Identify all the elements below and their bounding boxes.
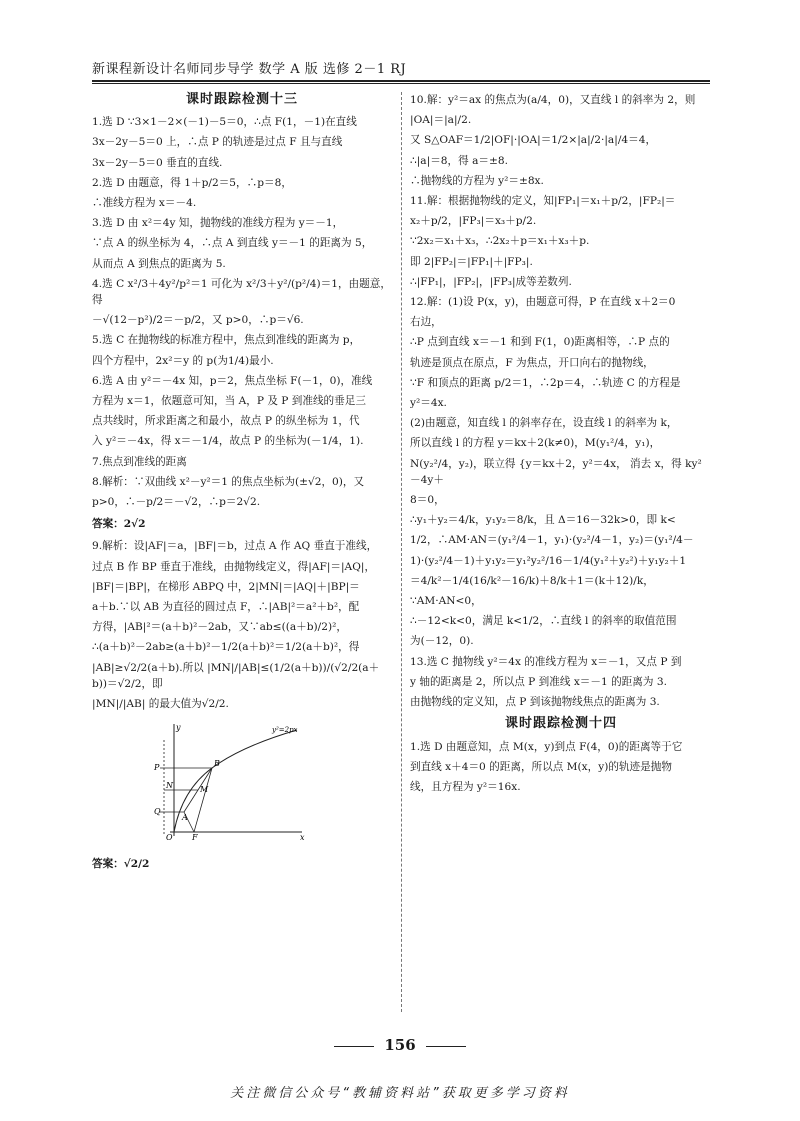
text-line: 到直线 x＋4＝0 的距离，所以点 M(x，y)的轨迹是抛物	[410, 760, 672, 773]
page-number-dash-left	[334, 1046, 374, 1047]
text-line: 由抛物线的定义知，点 P 到该抛物线焦点的距离为 3.	[410, 696, 660, 709]
answer-9: 答案：√2/2	[92, 857, 150, 870]
text-line: 1.选 D 由题意知，点 M(x，y)到点 F(4，0)的距离等于它	[410, 740, 683, 753]
right-paragraphs-14	[410, 739, 712, 796]
line-bf	[194, 768, 212, 832]
text-line: 11.解：根据抛物线的定义，知|FP₁|＝x₁＋p/2，|FP₂|＝	[410, 195, 676, 208]
left-paragraphs	[92, 114, 392, 510]
text-line: ∵2x₂＝x₁＋x₃，∴2x₂＋p＝x₁＋x₃＋p.	[410, 235, 590, 248]
text-line: |OA|＝|a|/2.	[410, 114, 472, 127]
text-line: 从而点 A 到焦点的距离为 5.	[92, 257, 226, 270]
text-line: 入 y²＝－4x，得 x＝－1/4，故点 P 的坐标为(－1/4，1).	[92, 435, 364, 448]
text-line: y 轴的距离是 2，所以点 P 到准线 x＝－1 的距离为 3.	[410, 675, 667, 688]
text-line: 方得，|AB|²＝(a＋b)²－2ab，又∵ab≤((a＋b)/2)²，	[92, 621, 347, 634]
text-line: ∴|FP₁|，|FP₂|，|FP₃|成等差数列.	[410, 275, 572, 288]
label-y: y	[176, 723, 181, 733]
text-line: 右边，	[410, 316, 442, 329]
text-line: a＋b.∵以 AB 为直径的圆过点 F，∴|AB|²＝a²＋b²，配	[92, 601, 360, 614]
text-line: 3x－2y－5＝0 上，∴点 P 的轨迹是过点 F 且与直线	[92, 136, 343, 149]
label-q: Q	[154, 807, 161, 817]
text-line: 9.解析：设|AF|＝a，|BF|＝b，过点 A 作 AQ 垂直于准线，	[92, 540, 378, 553]
parabola-curve	[174, 730, 297, 832]
text-line: －√(12－p²)/2＝－p/2，又 p>0，∴p＝√6.	[92, 314, 304, 327]
text-line: |MN|/|AB| 的最大值为√2/2.	[92, 698, 229, 711]
text-line: ∴y₁＋y₂＝4/k，y₁y₂＝8/k，且 Δ＝16－32k>0，即 k<	[410, 514, 676, 527]
text-line: 四个方程中，2x²＝y 的 p(为1/4)最小.	[92, 354, 274, 367]
label-b: B	[214, 759, 220, 769]
header-rule	[92, 80, 710, 82]
text-line: ∴|a|＝8，得 a＝±8.	[410, 154, 508, 167]
text-line: 8＝0，	[410, 494, 445, 507]
text-line: 4.选 C x²/3＋4y²/p²＝1 可化为 x²/3＋y²/(p²/4)＝1，由题意，得	[92, 277, 391, 307]
label-p: P	[154, 763, 160, 773]
text-line: 方程为 x＝1，依题意可知，当 A，P 及 P 到准线的垂足三	[92, 395, 366, 408]
text-line: 线，且方程为 y²＝16x.	[410, 780, 521, 793]
page-number-dash-right	[426, 1046, 466, 1047]
text-line: 5.选 C 在抛物线的标准方程中，焦点到准线的距离为 p，	[92, 334, 361, 347]
page-number	[0, 1036, 800, 1054]
text-line: 12.解：(1)设 P(x，y)，由题意可得，P 在直线 x＋2＝0	[410, 296, 676, 309]
text-line: 所以直线 l 的方程 y＝kx＋2(k≠0)，M(y₁²/4，y₁)，	[410, 437, 661, 450]
text-line: 6.选 A 由 y²＝－4x 知，p＝2，焦点坐标 F(－1，0)，准线	[92, 374, 373, 387]
right-paragraphs	[410, 92, 712, 710]
text-line: (2)由题意，知直线 l 的斜率存在，设直线 l 的斜率为 k，	[410, 417, 678, 430]
label-m: M	[200, 785, 209, 795]
text-line: ＝4/k²－1/4(16/k²－16/k)＋8/k＋1＝(k＋12)/k，	[410, 574, 654, 587]
text-line: ∴(a＋b)²－2ab≥(a＋b)²－1/2(a＋b)²＝1/2(a＋b)²，得	[92, 641, 360, 654]
text-line: ∴－12<k<0，满足 k<1/2，∴直线 l 的斜率的取值范围	[410, 615, 677, 628]
text-line: x₂＋p/2，|FP₃|＝x₃＋p/2.	[410, 215, 537, 228]
section-title-13: 课时跟踪检测十三	[185, 92, 298, 107]
text-line: 3.选 D 由 x²＝4y 知，抛物线的准线方程为 y＝－1，	[92, 217, 344, 230]
text-line: 8.解析：∵双曲线 x²－y²＝1 的焦点坐标为(±√2，0)，又	[92, 475, 365, 488]
column-divider	[401, 92, 402, 1012]
text-line: |BF|＝|BP|，在梯形 ABPQ 中，2|MN|＝|AQ|＋|BP|＝	[92, 580, 360, 593]
text-line: ∴抛物线的方程为 y²＝±8x.	[410, 174, 544, 187]
text-line: |AB|≥√2/2(a＋b).所以 |MN|/|AB|≤(1/2(a＋b))/(√2/2(a＋b))＝√2/2，即	[92, 661, 380, 690]
left-paragraphs-q9	[92, 538, 392, 712]
page-number-text: 156	[384, 1036, 416, 1054]
header-rule-thin	[92, 83, 710, 84]
text-line: 1.选 D ∵3×1－2×(－1)－5＝0，∴点 F(1，－1)在直线	[92, 116, 357, 129]
text-line: ∵F 和顶点的距离 p/2＝1，∴2p＝4，∴轨迹 C 的方程是	[410, 376, 681, 389]
text-line: 1/2，∴AM·AN＝(y₁²/4－1，y₁)·(y₂²/4－1，y₂)＝(y₁²/4－	[410, 534, 694, 547]
text-line: p>0，∴－p/2＝－√2，∴p＝2√2.	[92, 496, 261, 509]
text-line: ∴P 点到直线 x＝－1 和到 F(1，0)距离相等，∴P 点的	[410, 336, 670, 349]
text-line: 又 S△OAF＝1/2|OF|·|OA|＝1/2×|a|/2·|a|/4＝4，	[410, 134, 657, 147]
text-line: ∵点 A 的纵坐标为 4，∴点 A 到直线 y＝－1 的距离为 5，	[92, 237, 373, 250]
text-line: y²＝4x.	[410, 397, 447, 410]
right-column	[410, 92, 712, 799]
footer-note: 关注微信公众号“教辅资料站”获取更多学习资料	[230, 1086, 570, 1101]
text-line: 过点 B 作 BP 垂直于准线，由抛物线定义，得|AF|＝|AQ|，	[92, 560, 376, 573]
label-f: F	[192, 833, 198, 841]
answer-8: 答案：2√2	[92, 518, 146, 531]
section-title-14: 课时跟踪检测十四	[504, 716, 617, 732]
text-line: 13.选 C 抛物线 y²＝4x 的准线方程为 x＝－1，又点 P 到	[410, 655, 682, 668]
label-n: N	[166, 781, 173, 791]
text-line: 10.解：y²＝ax 的焦点为(a/4，0)，又直线 l 的斜率为 2，则	[410, 94, 696, 106]
parabola-figure	[152, 720, 312, 840]
left-column	[92, 92, 392, 878]
text-line: ∴准线方程为 x＝－4.	[92, 197, 197, 210]
running-head: 新课程新设计名师同步导学 数学 A 版 选修 2－1 RJ	[92, 62, 407, 77]
label-o: O	[166, 833, 173, 841]
curve-label: y²=2px	[272, 726, 298, 735]
text-line: 点共线时，所求距离之和最小，故点 P 的纵坐标为 1，代	[92, 415, 360, 428]
text-line: ∵AM·AN<0，	[410, 595, 482, 608]
text-line: 7.焦点到准线的距离	[92, 455, 187, 468]
text-line: 为(－12，0).	[410, 635, 474, 648]
text-line: 1)·(y₂²/4－1)＋y₁y₂＝y₁²y₂²/16－1/4(y₁²＋y₂²)＋y₁y₂＋1	[410, 554, 687, 567]
text-line: 2.选 D 由题意，得 1＋p/2＝5，∴p＝8，	[92, 176, 292, 189]
text-line: 即 2|FP₂|＝|FP₁|＋|FP₃|.	[410, 255, 533, 268]
text-line: N(y₂²/4，y₂)，联立得 {y＝kx＋2，y²＝4x， 消去 x，得 ky²－4y＋	[410, 457, 702, 486]
text-line: 3x－2y－5＝0 垂直的直线.	[92, 156, 223, 169]
label-a: A	[182, 813, 188, 823]
text-line: 轨迹是顶点在原点，F 为焦点，开口向右的抛物线，	[410, 356, 654, 369]
label-x: x	[300, 833, 305, 841]
